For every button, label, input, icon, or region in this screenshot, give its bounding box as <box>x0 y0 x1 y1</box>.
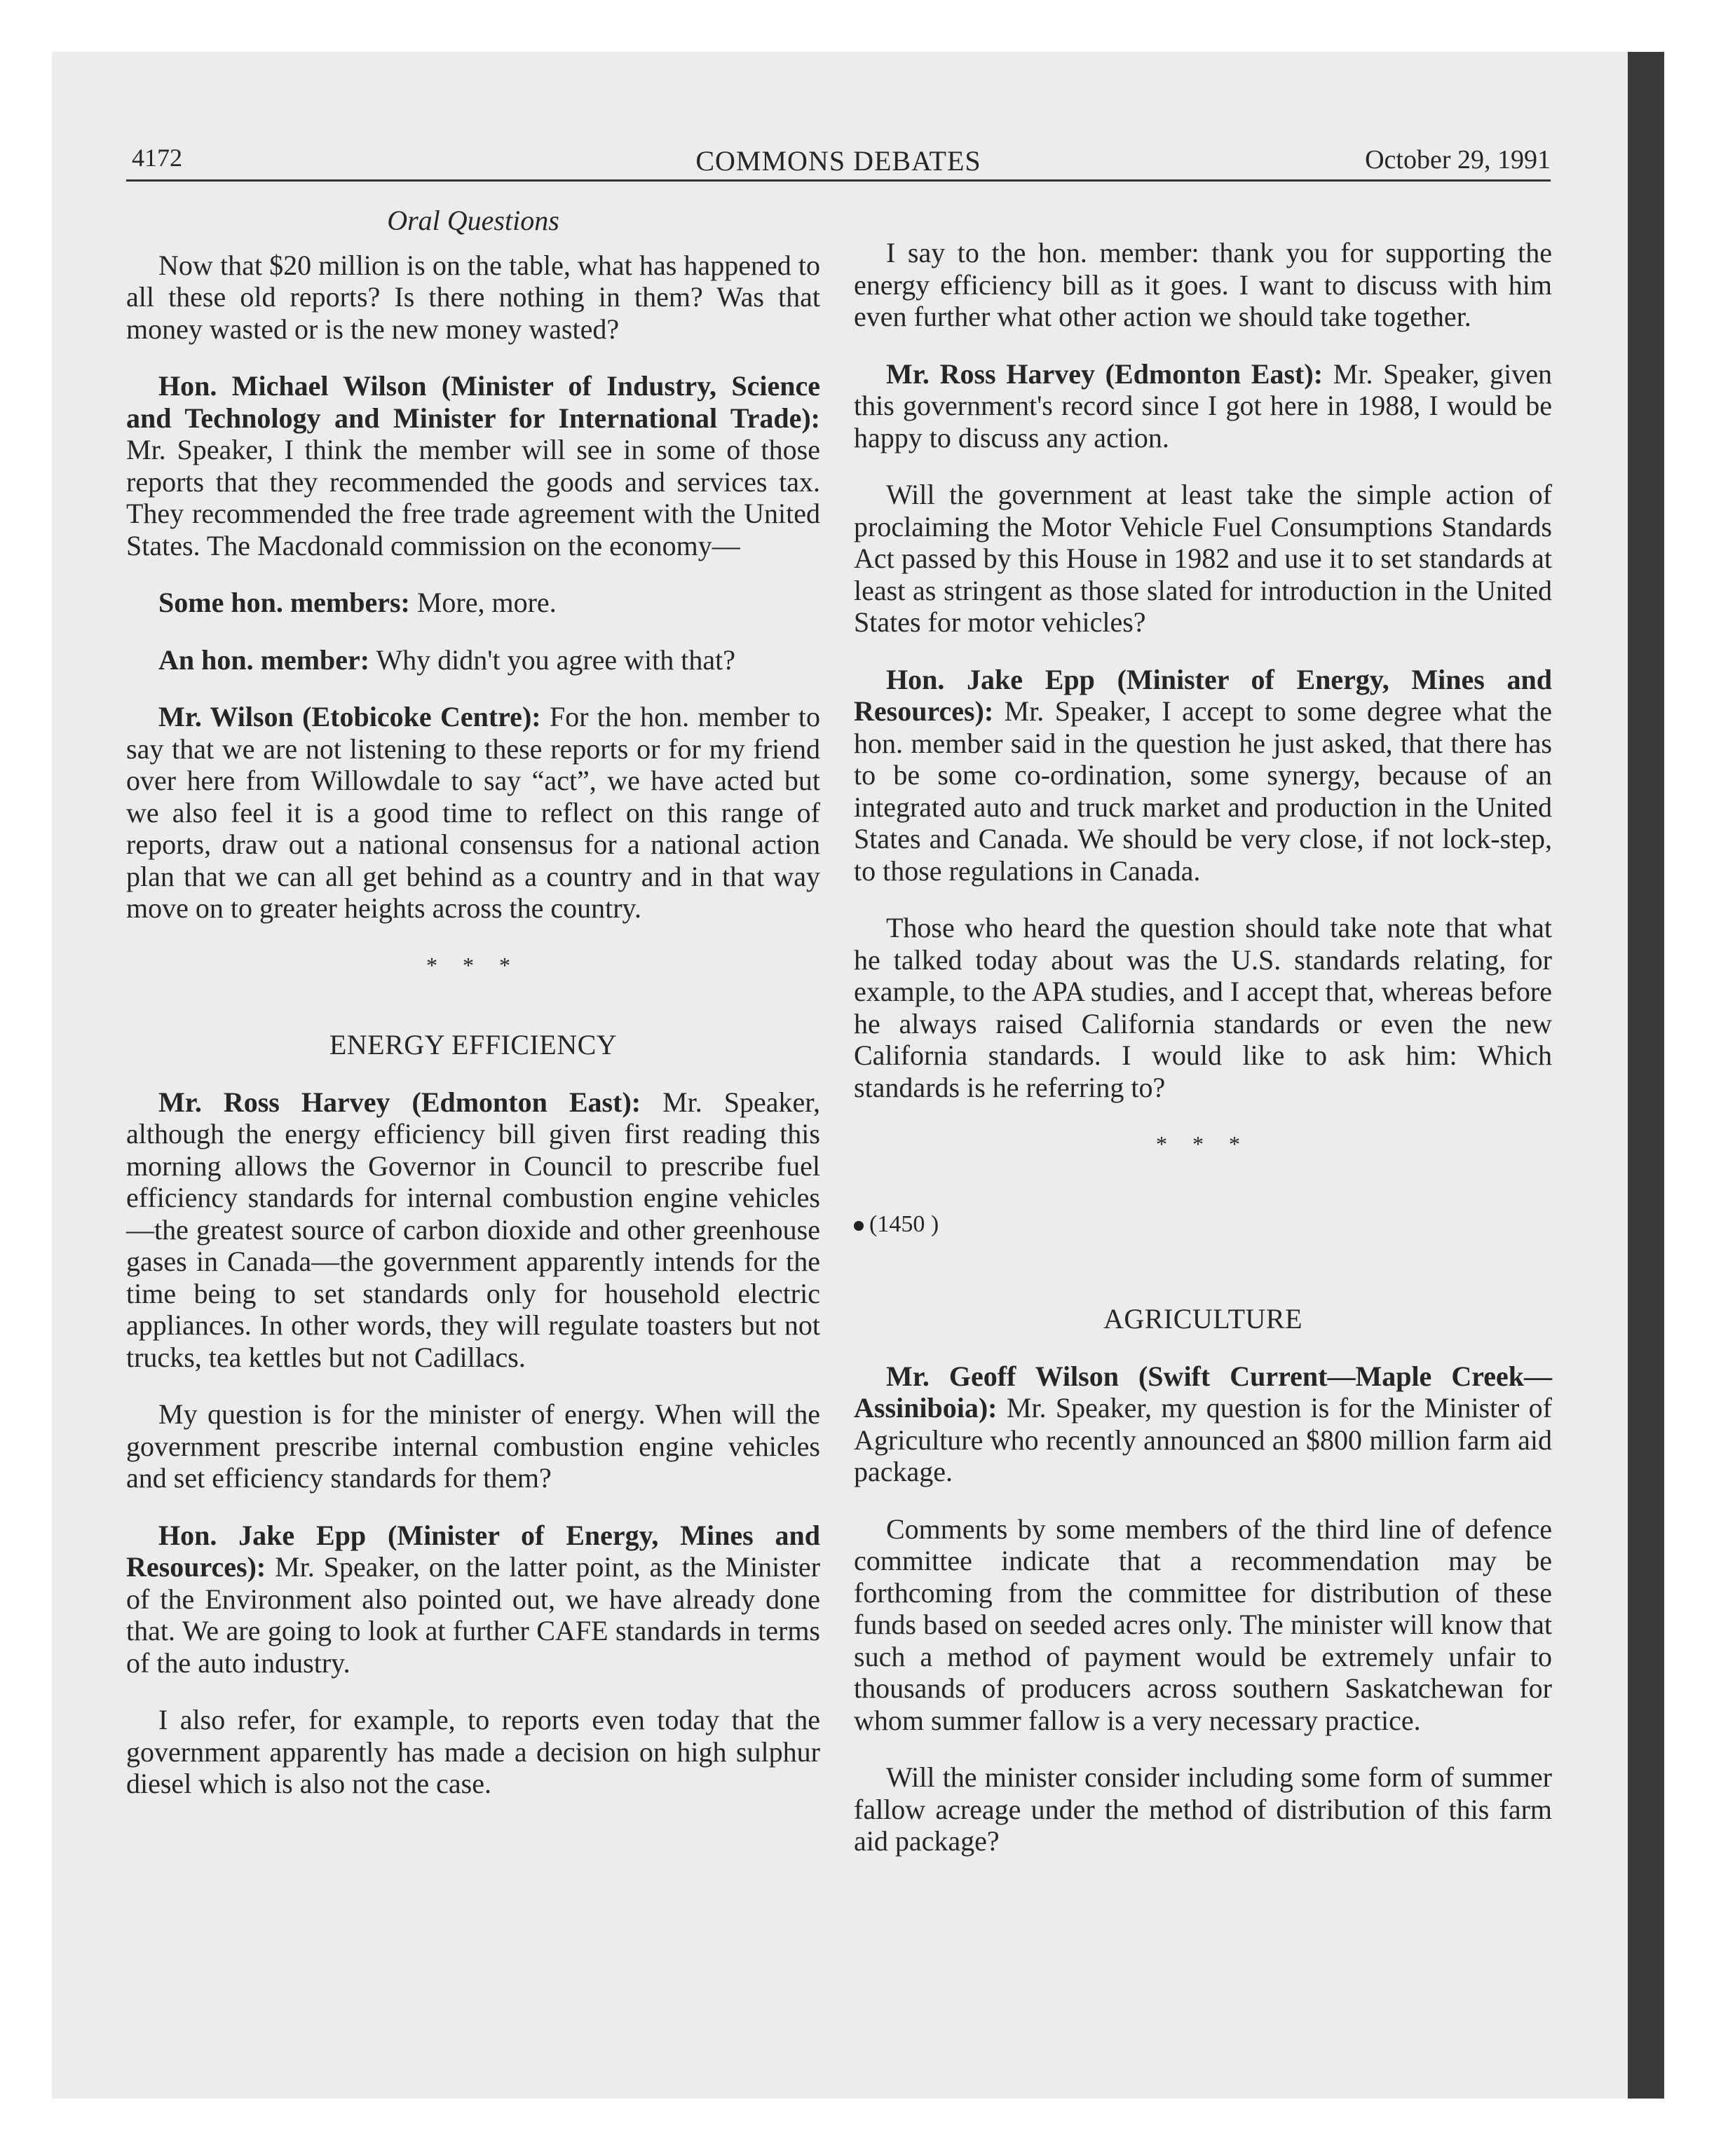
paragraph <box>854 358 1552 454</box>
bullet-icon <box>854 1221 864 1231</box>
speaker-name: Mr. Wilson (Etobicoke Centre): <box>158 701 541 732</box>
section-separator: * * * <box>426 952 520 978</box>
header-rule <box>126 179 1551 182</box>
paragraph-text: Mr. Speaker, I accept to some degree what the hon. member said in the question he just asked, that there has to be some co-ordination, some synergy, because of an integrated auto and truck market and production in the United States and Canada. We should be very close, if not lock-step, to those regulations in Canada. <box>854 695 1553 887</box>
paragraph <box>854 1513 1552 1737</box>
scan-edge-shadow <box>1628 52 1664 2099</box>
timestamp <box>854 1208 1552 1241</box>
paragraph-text: Will the minister consider including some form of summer fallow acreage under the method of distribution of this farm aid package? <box>854 1761 1552 1857</box>
section-separator: * * * <box>1156 1131 1250 1157</box>
paragraph <box>854 479 1552 639</box>
paragraph <box>854 237 1552 333</box>
page-header <box>126 139 1551 181</box>
paragraph-text: Mr. Speaker, on the latter point, as the Minister of the Environment also pointed out, we have already done that. We are going to look at further CAFE standards in terms of the auto industry. <box>126 1551 821 1679</box>
section-heading: AGRICULTURE <box>1103 1303 1303 1335</box>
paragraph-text: Mr. Speaker, although the energy efficiency bill given first reading this morning allows the Governor in Council to prescribe fuel efficiency standards for internal combustion engine vehicles—the greatest source of carbon dioxide and other greenhouse gases in Canada—the government apparently intends for the time being to set standards only for household electric appliances. In other words, they will regulate toasters but not trucks, tea kettles but not Cadillacs. <box>126 1086 821 1373</box>
timestamp-text: (1450 ) <box>869 1210 939 1237</box>
paragraph <box>854 664 1552 887</box>
section-heading: ENERGY EFFICIENCY <box>329 1029 618 1060</box>
paragraph <box>126 1520 820 1679</box>
paragraph <box>126 1398 820 1494</box>
paragraph-text: Mr. Speaker, my question is for the Minister of Agriculture who recently announced an $800 million farm aid package. <box>854 1392 1553 1487</box>
paragraph <box>854 912 1552 1103</box>
paragraph-text: I also refer, for example, to reports even today that the government apparently has made a decision on high sulphur diesel which is also not the case. <box>126 1704 820 1799</box>
speaker-name: Mr. Geoff Wilson (Swift Current—Maple Creek—Assiniboia): <box>854 1360 1552 1424</box>
paragraph-text: Why didn't you agree with that? <box>376 643 735 676</box>
paragraph <box>126 1086 820 1374</box>
paragraph <box>126 644 820 676</box>
paragraph <box>126 701 820 925</box>
paragraph <box>126 1704 820 1800</box>
paragraph <box>126 370 820 561</box>
speaker-name: Mr. Ross Harvey (Edmonton East): <box>886 357 1324 390</box>
paragraph-text: For the hon. member to say that we are not listening to these reports or for my friend over here from Willowdale to say “act”, we have acted but we also feel it is a good time to reflect on this range of reports, draw out a national consensus for a national action plan that we can all get behind as a country and in that way move on to greater heights across the country. <box>126 701 821 924</box>
running-title: COMMONS DEBATES <box>695 145 981 177</box>
speaker-name: Hon. Jake Epp (Minister of Energy, Mines and Resources): <box>126 1519 820 1583</box>
speaker-name: Some hon. members: <box>158 587 410 618</box>
speaker-name: Mr. Ross Harvey (Edmonton East): <box>158 1086 641 1118</box>
paragraph-text: Mr. Speaker, given this government's record since I got here in 1988, I would be happy to discuss any action. <box>854 357 1553 453</box>
paragraph-text: I say to the hon. member: thank you for supporting the energy efficiency bill as it goes. I want to discuss with him even further what other action we should take together. <box>854 237 1552 332</box>
left-column <box>126 205 820 1999</box>
paragraph <box>854 1360 1552 1488</box>
paragraph <box>854 1761 1552 1857</box>
paragraph-text: My question is for the minister of energy. When will the government prescribe internal combustion engine vehicles and set efficiency standards for them? <box>126 1398 820 1494</box>
section-label: Oral Questions <box>387 205 559 236</box>
right-column <box>854 237 1552 2031</box>
paragraph-text: Mr. Speaker, I think the member will see in some of those reports that they recommended the goods and services tax. They recommended the free trade agreement with the United States. The Macdonald commission on the economy— <box>126 434 820 561</box>
page-number: 4172 <box>132 144 182 172</box>
paragraph-text: More, more. <box>416 587 557 618</box>
paragraph-text: Those who heard the question should take note that what he talked today about was the U.S. standards relating, for example, to the APA studies, and I accept that, whereas before he always raised California standards or even the new California standards. I would like to ask him: Which standards is he referring to? <box>854 912 1552 1103</box>
paragraph-text: Now that $20 million is on the table, what has happened to all these old reports? Is there nothing in them? Was that money wasted or is the new money wasted? <box>126 249 820 345</box>
paragraph <box>126 587 820 619</box>
speaker-name: Hon. Jake Epp (Minister of Energy, Mines and Resources): <box>854 663 1552 727</box>
paragraph <box>126 250 820 346</box>
paragraph-text: Comments by some members of the third line of defence committee indicate that a recommendation may be forthcoming from the committee for distribution of these funds based on seeded acres only. The minister will know that such a method of payment would be extremely unfair to thousands of producers across southern Saskatchewan for whom summer fallow is a very necessary practice. <box>854 1513 1552 1736</box>
header-date: October 29, 1991 <box>1365 145 1551 175</box>
speaker-name: Hon. Michael Wilson (Minister of Industry, Science and Technology and Minister for International Trade): <box>126 370 820 434</box>
paragraph-text: Will the government at least take the simple action of proclaiming the Motor Vehicle Fuel Consumptions Standards Act passed by this House in 1982 and use it to set standards at least as stringent as those slated for introduction in the United States for motor vehicles? <box>854 479 1552 638</box>
speaker-name: An hon. member: <box>158 643 370 676</box>
